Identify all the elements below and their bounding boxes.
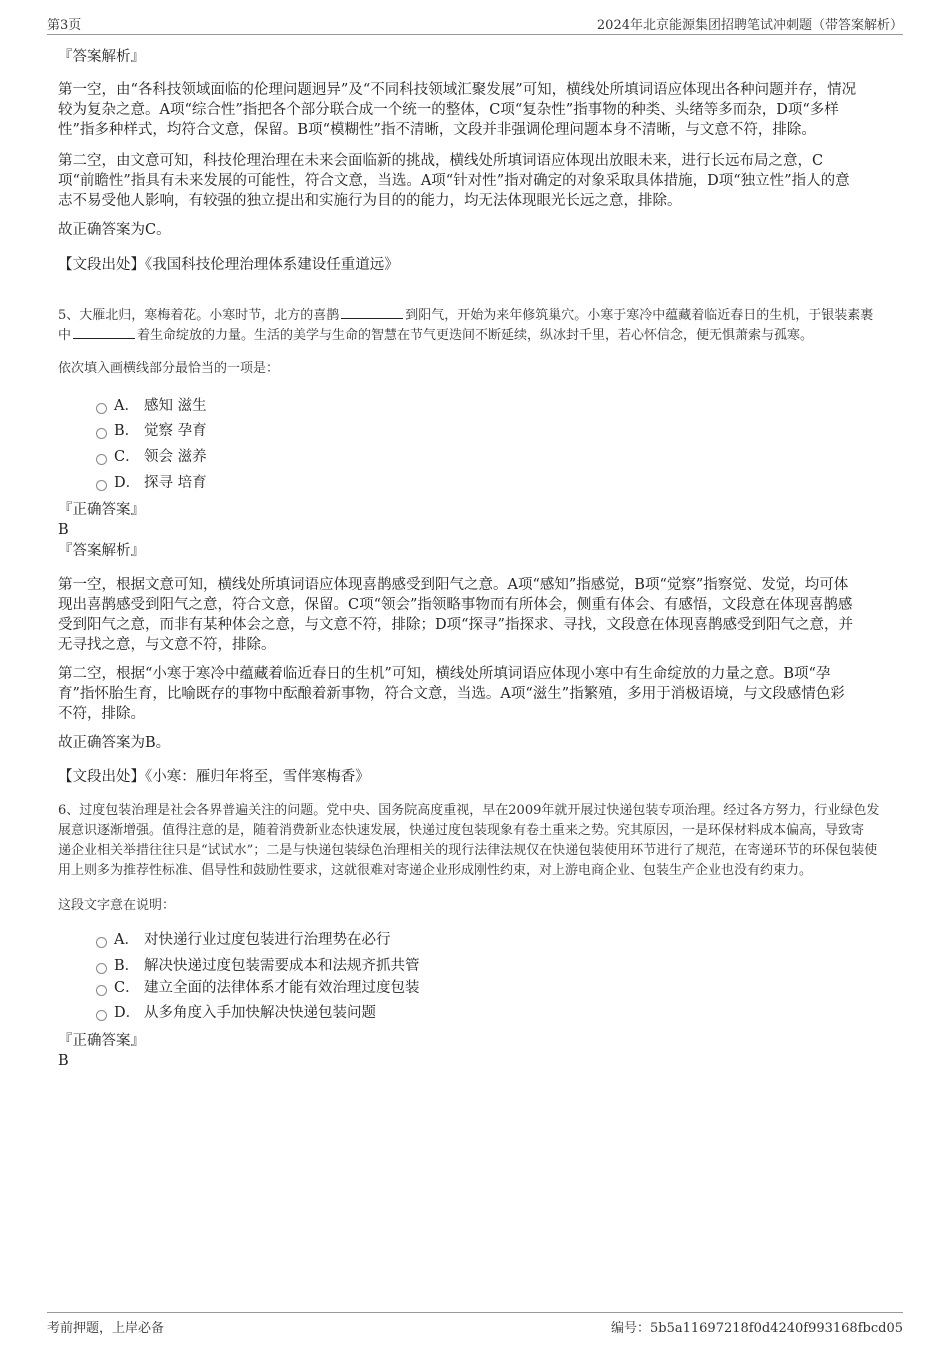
text-line: 志不易受他人影响，有较强的独立提出和实施行为目的的能力，均无法体现眼光长远之意，排除。 bbox=[58, 193, 682, 209]
q5-option-b[interactable]: B． 觉察 孕育 bbox=[96, 421, 207, 441]
q6-option-c[interactable]: C． 建立全面的法律体系才能有效治理过度包装 bbox=[96, 978, 420, 998]
q5-answer-title: 『正确答案』 bbox=[58, 502, 145, 518]
q5-analysis-title: 『答案解析』 bbox=[58, 543, 145, 559]
answer-blank bbox=[73, 326, 135, 339]
text-line: 第二空，根据“小寒于寒冷中蕴藏着临近春日的生机”可知，横线处所填词语应体现小寒中有生命绽放的力量之意。B项“孕 bbox=[58, 666, 831, 682]
text-line: 无寻找之意，与文意不符，排除。 bbox=[58, 637, 276, 653]
document-title: 2024年北京能源集团招聘笔试冲刺题（带答案解析） bbox=[596, 18, 903, 33]
q5-prompt: 依次填入画横线部分最恰当的一项是： bbox=[58, 361, 280, 376]
text-line: 递企业相关举措往往只是“试试水”；二是与快递包装绿色治理相关的现行法律法规仅在快递包装使用环节进行了规范，在寄递环节的环保包装使 bbox=[58, 843, 878, 858]
q5-analysis-paragraph-1 bbox=[58, 575, 853, 655]
page-header bbox=[47, 14, 903, 35]
text-line: 第二空，由文意可知，科技伦理治理在未来会面临新的挑战，横线处所填词语应体现出放眼未来，进行长远布局之意，C bbox=[58, 153, 824, 169]
q5-option-c[interactable]: C． 领会 滋养 bbox=[96, 447, 207, 467]
radio-button-icon[interactable] bbox=[96, 403, 107, 414]
text-line: 展意识逐渐增强。值得注意的是，随着消费新业态快速发展，快递过度包装现象有卷土重来之势。究其原因，一是环保材料成本偏高，导致寄 bbox=[58, 823, 865, 838]
text-line: 育”指怀胎生育，比喻既存的事物中酝酿着新事物，符合文意，当选。A项“滋生”指繁殖，多用于消极语境，与文段感情色彩 bbox=[58, 686, 845, 702]
q6-option-a[interactable]: A． 对快递行业过度包装进行治理势在必行 bbox=[96, 930, 391, 950]
radio-button-icon[interactable] bbox=[96, 985, 107, 996]
q6-prompt: 这段文字意在说明： bbox=[58, 898, 176, 913]
q4-analysis-paragraph-1 bbox=[58, 80, 856, 140]
radio-button-icon[interactable] bbox=[96, 480, 107, 491]
document-id: 编号：5b5a11697218f0d4240f993168fbcd05 bbox=[611, 1321, 903, 1336]
q5-analysis-paragraph-2 bbox=[58, 664, 845, 724]
text-line: 6、过度包装治理是社会各界普遍关注的问题。党中央、国务院高度重视，早在2009年就开展过快递包装专项治理。经过各方努力，行业绿色发 bbox=[58, 803, 880, 818]
q6-answer-title: 『正确答案』 bbox=[58, 1033, 145, 1049]
q4-analysis-title: 『答案解析』 bbox=[58, 49, 145, 65]
text-line: 用上则多为推荐性标准、倡导性和鼓励性要求，这就很难对寄递企业形成刚性约束，对上游电商企业、包装生产企业也没有约束力。 bbox=[58, 863, 813, 878]
radio-button-icon[interactable] bbox=[96, 937, 107, 948]
text-line: 受到阳气之意，而非有某种体会之意，与文意不符，排除；D项“探寻”指探求、寻找，文段意在体现喜鹊感受到阳气之意，并 bbox=[58, 617, 853, 633]
text-line: 不符，排除。 bbox=[58, 706, 145, 722]
text-line: 中 着生命绽放的力量。生活的美学与生命的智慧在节气更迭间不断延续，纵冰封千里，若心怀信念，便无惧萧索与孤寒。 bbox=[58, 328, 814, 343]
radio-button-icon[interactable] bbox=[96, 963, 107, 974]
radio-button-icon[interactable] bbox=[96, 428, 107, 439]
q5-source: 【文段出处】《小寒：雁归年将至，雪伴寒梅香》 bbox=[58, 769, 370, 785]
q4-analysis-paragraph-2 bbox=[58, 151, 850, 211]
radio-button-icon[interactable] bbox=[96, 1010, 107, 1021]
footer-slogan: 考前押题，上岸必备 bbox=[47, 1321, 165, 1336]
page-number: 第3页 bbox=[47, 18, 82, 33]
text-line: 5、大雁北归，寒梅着花。小寒时节，北方的喜鹊 到阳气，开始为来年修筑巢穴。小寒于寒冷中蕴藏着临近春日的生机，于银装素裹 bbox=[58, 308, 874, 323]
q6-answer: B bbox=[58, 1053, 69, 1069]
q4-source: 【文段出处】《我国科技伦理治理体系建设任重道远》 bbox=[58, 257, 399, 273]
text-line: 第一空，根据文意可知，横线处所填词语应体现喜鹊感受到阳气之意。A项“感知”指感觉，B项“觉察”指察觉、发觉，均可体 bbox=[58, 577, 849, 593]
q5-option-d[interactable]: D． 探寻 培育 bbox=[96, 473, 207, 493]
q5-conclusion: 故正确答案为B。 bbox=[58, 735, 171, 751]
text-line: 项“前瞻性”指具有未来发展的可能性，符合文意，当选。A项“针对性”指对确定的对象采取具体措施，D项“独立性”指人的意 bbox=[58, 173, 850, 189]
q6-option-b[interactable]: B． 解决快递过度包装需要成本和法规齐抓共管 bbox=[96, 956, 420, 976]
q6-option-d[interactable]: D． 从多角度入手加快解决快递包装问题 bbox=[96, 1003, 376, 1023]
q5-answer: B bbox=[58, 522, 69, 538]
radio-button-icon[interactable] bbox=[96, 454, 107, 465]
text-line: 较为复杂之意。A项“综合性”指把各个部分联合成一个统一的整体，C项“复杂性”指事物的种类、头绪等多而杂，D项“多样 bbox=[58, 102, 839, 118]
text-line: 性”指多种样式，均符合文意，保留。B项“模糊性”指不清晰，文段并非强调伦理问题本身不清晰，与文意不符，排除。 bbox=[58, 122, 816, 138]
q5-stem bbox=[58, 306, 873, 346]
q5-option-a[interactable]: A． 感知 滋生 bbox=[96, 396, 207, 416]
text-line: 第一空，由“各科技领域面临的伦理问题迥异”及“不同科技领域汇聚发展”可知，横线处所填词语应体现出各种问题并存，情况 bbox=[58, 82, 857, 98]
answer-blank bbox=[341, 306, 403, 319]
q4-conclusion: 故正确答案为C。 bbox=[58, 222, 171, 238]
text-line: 现出喜鹊感受到阳气之意，符合文意，保留。C项“领会”指领略事物而有所体会，侧重有体会、有感悟，文段意在体现喜鹊感 bbox=[58, 597, 853, 613]
page-footer bbox=[47, 1312, 903, 1336]
q6-stem bbox=[58, 801, 879, 881]
